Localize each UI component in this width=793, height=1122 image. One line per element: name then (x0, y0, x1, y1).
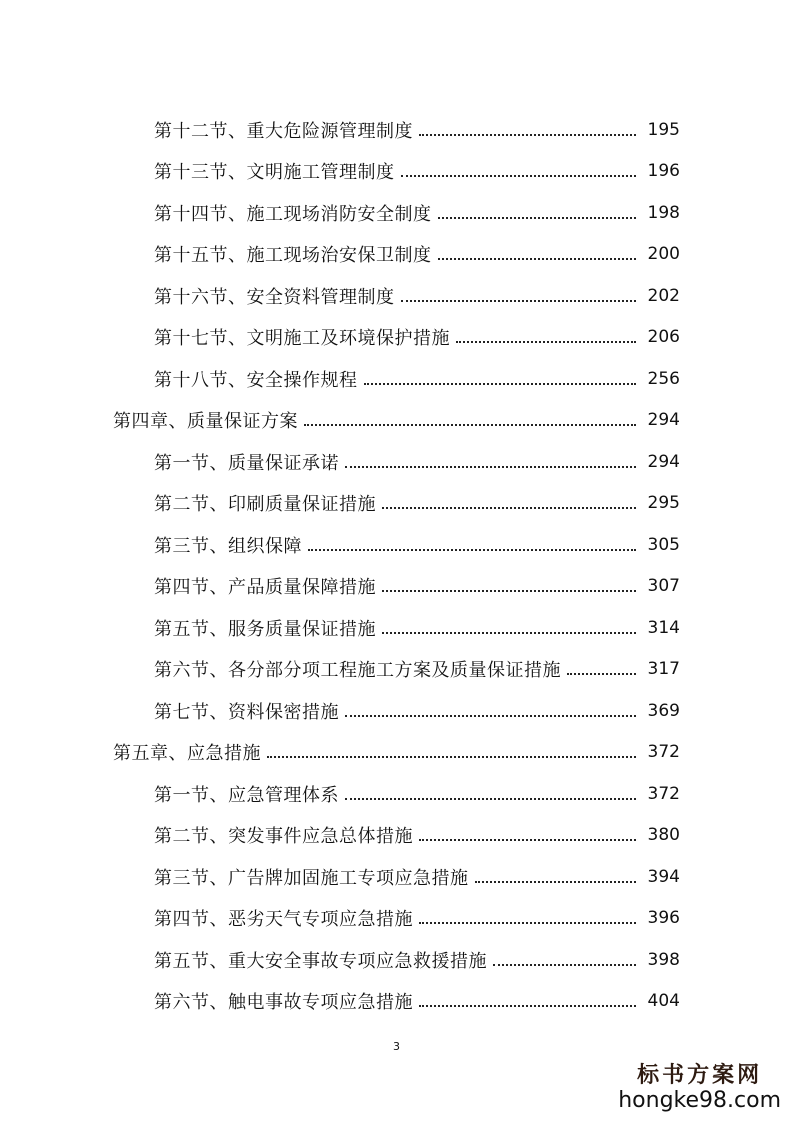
toc-section-entry[interactable] (0, 981, 793, 1023)
toc-entry-title: 第一节、质量保证承诺 (154, 452, 339, 474)
toc-section-entry[interactable] (0, 856, 793, 898)
toc-section-entry[interactable] (0, 566, 793, 608)
table-of-contents (0, 109, 793, 1022)
toc-section-entry[interactable] (0, 483, 793, 525)
toc-entry-page: 396 (647, 908, 680, 929)
toc-dot-leader (308, 536, 636, 554)
toc-entry-title: 第十三节、文明施工管理制度 (154, 162, 395, 184)
toc-entry-title: 第四节、恶劣天气专项应急措施 (154, 909, 413, 931)
toc-entry-page: 196 (647, 161, 680, 182)
toc-entry-page: 314 (647, 617, 680, 638)
toc-entry-title: 第五节、服务质量保证措施 (154, 618, 376, 640)
toc-entry-page: 206 (647, 327, 680, 348)
toc-dot-leader (345, 702, 636, 720)
toc-dot-leader (364, 370, 637, 388)
toc-entry-title: 第十八节、安全操作规程 (154, 369, 358, 391)
toc-section-entry[interactable] (0, 358, 793, 400)
toc-dot-leader (401, 162, 637, 180)
toc-dot-leader (345, 785, 636, 803)
toc-entry-page: 380 (647, 825, 680, 846)
toc-entry-title: 第三节、组织保障 (154, 535, 302, 557)
toc-entry-title: 第十四节、施工现场消防安全制度 (154, 203, 432, 225)
toc-dot-leader (401, 287, 637, 305)
toc-entry-title: 第四章、质量保证方案 (113, 411, 298, 433)
watermark-site-name: 标书方案网 (637, 1062, 763, 1088)
toc-section-entry[interactable] (0, 275, 793, 317)
watermark (618, 1064, 781, 1112)
toc-dot-leader (382, 619, 636, 637)
toc-entry-page: 317 (647, 659, 680, 680)
toc-entry-page: 295 (647, 493, 680, 514)
toc-section-entry[interactable] (0, 607, 793, 649)
toc-entry-page: 398 (647, 949, 680, 970)
toc-section-entry[interactable] (0, 690, 793, 732)
toc-section-entry[interactable] (0, 234, 793, 276)
toc-section-entry[interactable] (0, 317, 793, 359)
toc-section-entry[interactable] (0, 898, 793, 940)
toc-dot-leader (419, 909, 636, 927)
toc-entry-title: 第二节、突发事件应急总体措施 (154, 826, 413, 848)
toc-dot-leader (419, 121, 636, 139)
toc-chapter-entry[interactable] (0, 732, 793, 774)
toc-entry-page: 404 (647, 991, 680, 1012)
toc-entry-title: 第十六节、安全资料管理制度 (154, 286, 395, 308)
toc-dot-leader (382, 577, 636, 595)
toc-dot-leader (267, 743, 636, 761)
toc-dot-leader (304, 411, 636, 429)
toc-entry-title: 第十五节、施工现场治安保卫制度 (154, 245, 432, 267)
toc-entry-page: 372 (647, 742, 680, 763)
page-number: 3 (393, 1040, 400, 1053)
toc-entry-title: 第六节、触电事故专项应急措施 (154, 992, 413, 1014)
toc-entry-title: 第一节、应急管理体系 (154, 784, 339, 806)
toc-dot-leader (475, 868, 637, 886)
watermark-url: hongke98.com (618, 1088, 781, 1113)
toc-entry-page: 200 (647, 244, 680, 265)
toc-entry-title: 第六节、各分部分项工程施工方案及质量保证措施 (154, 660, 561, 682)
toc-entry-page: 369 (647, 700, 680, 721)
toc-entry-page: 294 (647, 410, 680, 431)
toc-entry-page: 202 (647, 285, 680, 306)
toc-entry-page: 256 (647, 368, 680, 389)
toc-entry-title: 第三节、广告牌加固施工专项应急措施 (154, 867, 469, 889)
toc-entry-page: 294 (647, 451, 680, 472)
toc-section-entry[interactable] (0, 109, 793, 151)
toc-entry-title: 第五节、重大安全事故专项应急救援措施 (154, 950, 487, 972)
toc-entry-title: 第七节、资料保密措施 (154, 701, 339, 723)
toc-dot-leader (438, 204, 637, 222)
toc-dot-leader (419, 826, 636, 844)
toc-dot-leader (438, 245, 637, 263)
toc-entry-page: 372 (647, 783, 680, 804)
toc-entry-title: 第五章、应急措施 (113, 743, 261, 765)
toc-section-entry[interactable] (0, 773, 793, 815)
toc-section-entry[interactable] (0, 192, 793, 234)
toc-dot-leader (345, 453, 636, 471)
toc-entry-page: 198 (647, 202, 680, 223)
toc-section-entry[interactable] (0, 815, 793, 857)
toc-entry-page: 394 (647, 866, 680, 887)
toc-entry-page: 195 (647, 119, 680, 140)
toc-section-entry[interactable] (0, 441, 793, 483)
toc-dot-leader (493, 951, 636, 969)
toc-entry-title: 第十二节、重大危险源管理制度 (154, 120, 413, 142)
toc-entry-page: 305 (647, 534, 680, 555)
toc-section-entry[interactable] (0, 649, 793, 691)
toc-entry-title: 第十七节、文明施工及环境保护措施 (154, 328, 450, 350)
toc-section-entry[interactable] (0, 151, 793, 193)
toc-dot-leader (382, 494, 636, 512)
toc-dot-leader (567, 660, 636, 678)
toc-dot-leader (456, 328, 636, 346)
toc-section-entry[interactable] (0, 939, 793, 981)
toc-entry-title: 第二节、印刷质量保证措施 (154, 494, 376, 516)
toc-entry-title: 第四节、产品质量保障措施 (154, 577, 376, 599)
toc-section-entry[interactable] (0, 524, 793, 566)
toc-chapter-entry[interactable] (0, 400, 793, 442)
toc-entry-page: 307 (647, 576, 680, 597)
toc-dot-leader (419, 992, 636, 1010)
